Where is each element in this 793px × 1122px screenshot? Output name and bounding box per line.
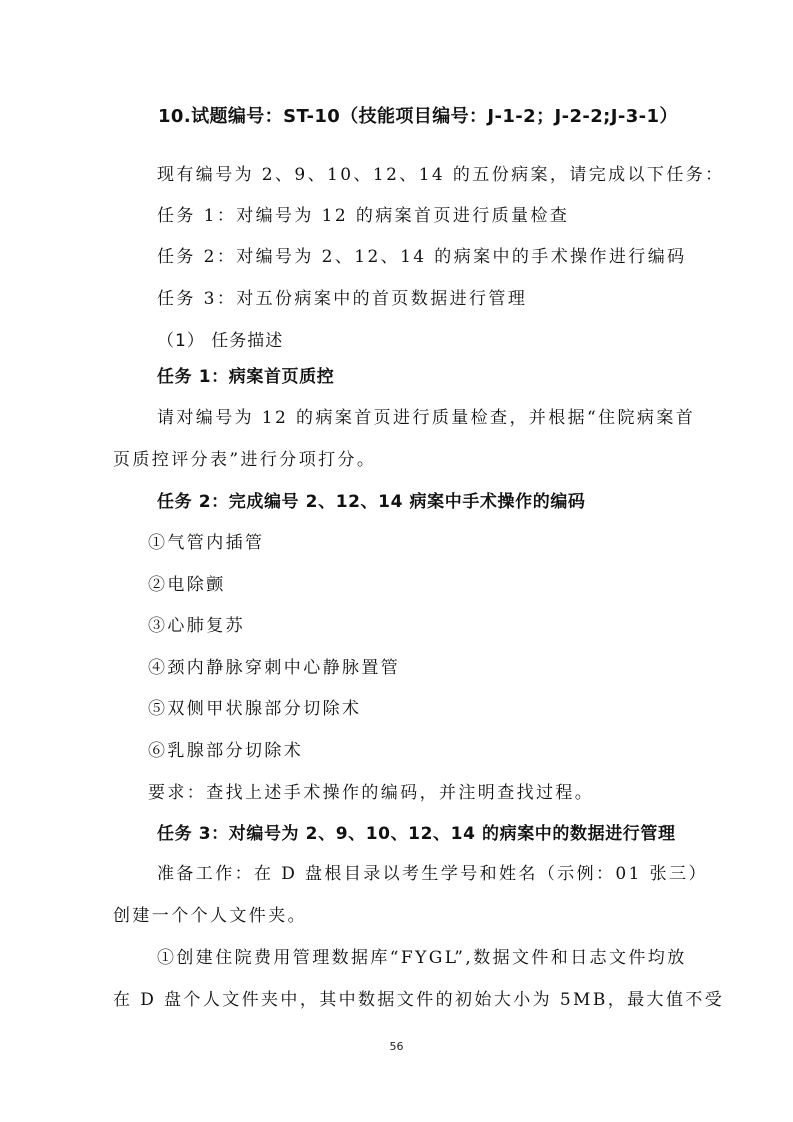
task2-item-4: ④颈内静脉穿刺中心静脉置管	[148, 658, 401, 678]
task1-line2: 页质控评分表”进行分项打分。	[113, 450, 377, 470]
task1-line1: 请对编号为 12 的病案首页进行质量检查，并根据“住院病案首	[157, 408, 696, 428]
task1-heading: 任务 1：病案首页质控	[157, 367, 335, 387]
section-heading: （1） 任务描述	[157, 331, 284, 351]
task3-step1-line1: ①创建住院费用管理数据库“FYGL”,数据文件和日志文件均放	[157, 948, 687, 968]
task2-requirement: 要求：查找上述手术操作的编码，并注明查找过程。	[148, 783, 595, 803]
task2-item-5: ⑤双侧甲状腺部分切除术	[148, 699, 362, 719]
task3-step1-line2: 在 D 盘个人文件夹中，其中数据文件的初始大小为 5MB，最大值不受	[113, 990, 725, 1010]
task2-heading: 任务 2：完成编号 2、12、14 病案中手术操作的编码	[157, 492, 586, 512]
task2-item-1: ①气管内插管	[148, 533, 265, 553]
task3-prep-line1: 准备工作：在 D 盘根目录以考生学号和姓名（示例：01 张三）	[157, 864, 708, 884]
task2-item-6: ⑥乳腺部分切除术	[148, 741, 304, 761]
page-number: 56	[389, 1040, 404, 1053]
intro-paragraph: 现有编号为 2、9、10、12、14 的五份病案，请完成以下任务：	[157, 165, 725, 185]
task2-item-2: ②电除颤	[148, 575, 226, 595]
task3-prep-line2: 创建一个个人文件夹。	[113, 906, 307, 926]
exam-title: 10.试题编号：ST-10（技能项目编号：J-1-2；J-2-2;J-3-1）	[158, 106, 678, 127]
task3-heading: 任务 3：对编号为 2、9、10、12、14 的病案中的数据进行管理	[157, 824, 676, 844]
task-overview-3: 任务 3：对五份病案中的首页数据进行管理	[157, 289, 528, 309]
task2-item-3: ③心肺复苏	[148, 616, 245, 636]
task-overview-1: 任务 1：对编号为 12 的病案首页进行质量检查	[157, 206, 570, 226]
task-overview-2: 任务 2：对编号为 2、12、14 的病案中的手术操作进行编码	[157, 247, 687, 267]
